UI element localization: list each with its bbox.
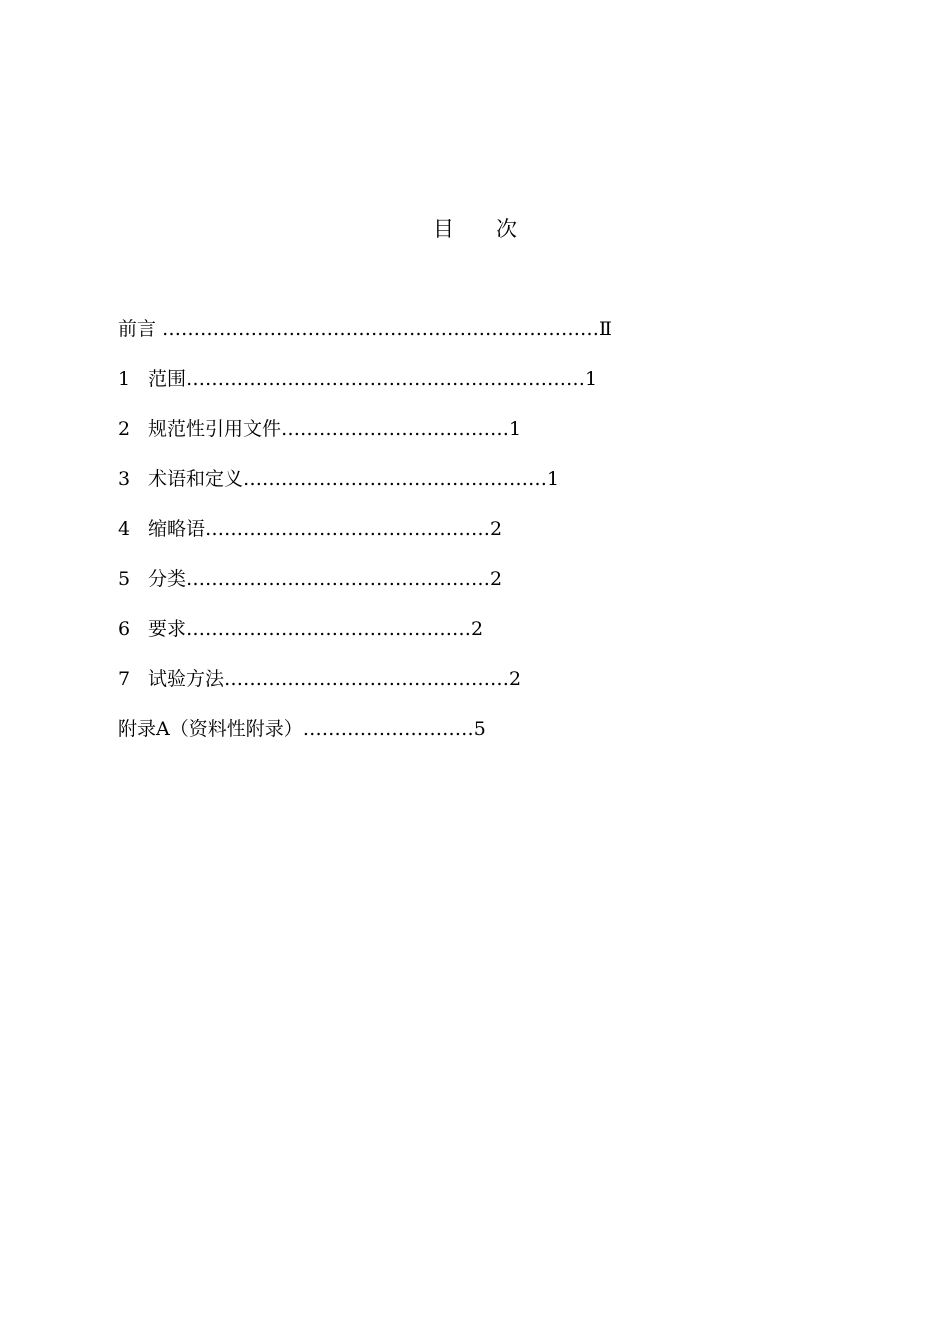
toc-label: 规范性引用文件 <box>148 418 282 440</box>
toc-number: 5 <box>118 568 131 590</box>
toc-leader: ………………………………………… <box>243 468 548 490</box>
toc-label: 附录A（资料性附录） <box>118 718 303 740</box>
toc-item-scope[interactable] <box>118 364 612 414</box>
toc-number: 4 <box>118 518 131 540</box>
toc-number: 3 <box>118 468 131 490</box>
toc-number: 7 <box>118 668 131 690</box>
page-title <box>0 214 950 244</box>
toc-item-classification[interactable] <box>118 564 612 614</box>
toc-number: 6 <box>118 618 131 640</box>
toc-label: 范围 <box>148 368 187 390</box>
toc-page: 1 <box>509 418 522 440</box>
toc-number: 1 <box>118 368 131 390</box>
toc-leader: ……………………………… <box>281 418 510 440</box>
toc-item-terms-definitions[interactable] <box>118 464 612 514</box>
toc-item-appendix-a[interactable] <box>118 714 612 764</box>
table-of-contents <box>118 314 612 764</box>
toc-item-abbreviations[interactable] <box>118 514 612 564</box>
toc-page: 2 <box>509 668 522 690</box>
toc-page: 5 <box>473 718 486 740</box>
title-char-right: 次 <box>496 217 517 241</box>
toc-label: 缩略语 <box>148 518 206 540</box>
toc-leader: ……………………… <box>302 718 474 740</box>
toc-page: 1 <box>585 368 598 390</box>
toc-label: 前言 <box>118 318 163 340</box>
toc-leader: …………………………………………………………… <box>162 318 600 340</box>
toc-leader: ………………………………………… <box>186 568 491 590</box>
toc-item-requirements[interactable] <box>118 614 612 664</box>
title-char-left: 目 <box>433 217 454 241</box>
toc-page: 2 <box>490 568 503 590</box>
toc-page: 1 <box>547 468 560 490</box>
toc-item-foreword[interactable] <box>118 314 612 364</box>
toc-page: 2 <box>471 618 484 640</box>
toc-label: 试验方法 <box>148 668 225 690</box>
toc-leader: ……………………………………… <box>186 618 472 640</box>
toc-number: 2 <box>118 418 131 440</box>
toc-page: Ⅱ <box>599 318 612 340</box>
toc-page: 2 <box>490 518 503 540</box>
toc-label: 要求 <box>148 618 187 640</box>
toc-item-normative-references[interactable] <box>118 414 612 464</box>
toc-leader: ……………………………………… <box>224 668 510 690</box>
toc-label: 分类 <box>148 568 187 590</box>
toc-label: 术语和定义 <box>148 468 244 490</box>
toc-leader: ……………………………………………………… <box>186 368 586 390</box>
toc-leader: ……………………………………… <box>205 518 491 540</box>
toc-item-test-methods[interactable] <box>118 664 612 714</box>
